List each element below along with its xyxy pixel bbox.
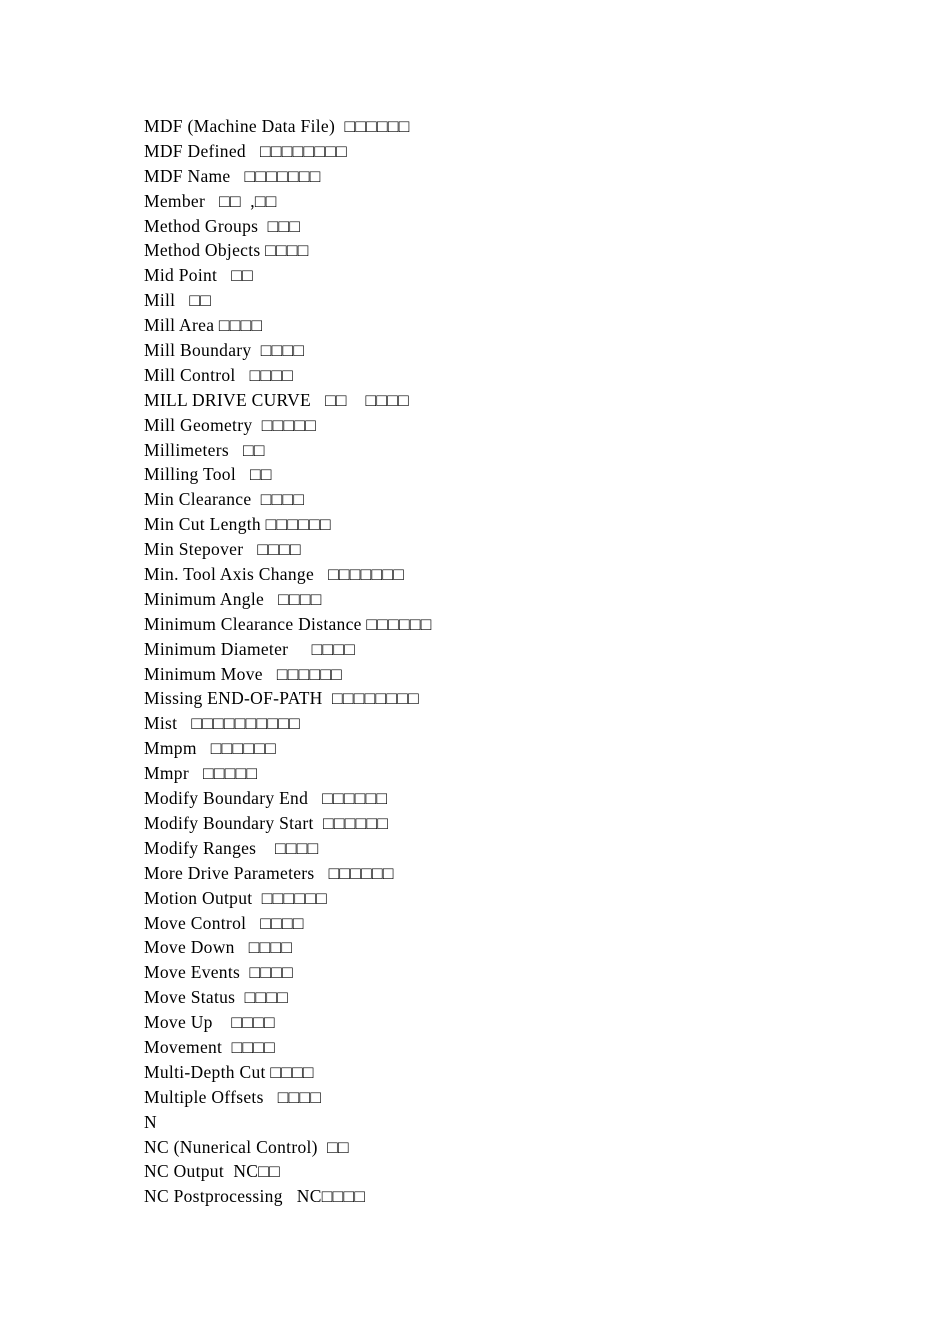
glossary-entry: Missing END-OF-PATH □□□□□□□□ (144, 688, 419, 709)
glossary-entry: NC (Nunerical Control) □□ (144, 1136, 349, 1157)
glossary-entry: Min Clearance □□□□ (144, 489, 305, 510)
glossary-entry: NC Output NC□□ (144, 1161, 280, 1182)
glossary-entry: Modify Boundary Start □□□□□□ (144, 812, 389, 833)
glossary-entry: Mill Control □□□□ (144, 364, 294, 385)
glossary-entry: Move Events □□□□ (144, 962, 293, 983)
glossary-entry: Move Status □□□□ (144, 987, 289, 1008)
glossary-entry: MDF (Machine Data File) □□□□□□ (144, 116, 410, 136)
glossary-entry: Multiple Offsets □□□□ (144, 1086, 322, 1107)
glossary-list (144, 114, 432, 1209)
glossary-entry: Member □□ ,□□ (144, 190, 277, 211)
glossary-entry: Min Stepover □□□□ (144, 539, 301, 560)
glossary-entry: Modify Boundary End □□□□□□ (144, 788, 388, 809)
glossary-entry: Modify Ranges □□□□ (144, 837, 319, 858)
glossary-entry: Minimum Angle □□□□ (144, 588, 322, 609)
glossary-entry: MILL DRIVE CURVE □□ □□□□ (144, 389, 409, 410)
glossary-entry: Mill Boundary □□□□ (144, 340, 305, 361)
glossary-entry: Multi-Depth Cut □□□□ (144, 1061, 314, 1082)
glossary-entry: Minimum Move □□□□□□ (144, 663, 343, 684)
glossary-entry: Mist □□□□□□□□□□ (144, 713, 301, 734)
glossary-entry: Mill □□ (144, 290, 212, 311)
glossary-entry: Minimum Diameter □□□□ (144, 638, 356, 659)
glossary-entry: More Drive Parameters □□□□□□ (144, 862, 394, 883)
glossary-entry: NC Postprocessing NC□□□□ (144, 1186, 366, 1207)
glossary-entry: Min Cut Length □□□□□□ (144, 514, 331, 535)
glossary-entry: MDF Name □□□□□□□ (144, 165, 321, 186)
glossary-entry: Method Groups □□□ (144, 215, 301, 236)
glossary-entry: Motion Output □□□□□□ (144, 887, 327, 908)
glossary-entry: Move Control □□□□ (144, 912, 304, 933)
glossary-entry: Movement □□□□ (144, 1036, 276, 1057)
section-letter: N (144, 1111, 157, 1132)
glossary-entry: Mill Area □□□□ (144, 315, 263, 336)
glossary-entry: Move Up □□□□ (144, 1012, 275, 1033)
glossary-entry: Mmpr □□□□□ (144, 763, 258, 784)
glossary-entry: Mill Geometry □□□□□ (144, 414, 317, 435)
glossary-entry: Milling Tool □□ (144, 464, 272, 485)
glossary-entry: Min. Tool Axis Change □□□□□□□ (144, 564, 405, 585)
glossary-entry: Minimum Clearance Distance □□□□□□ (144, 613, 432, 634)
glossary-entry: Method Objects □□□□ (144, 240, 309, 261)
glossary-entry: Move Down □□□□ (144, 937, 293, 958)
glossary-entry: Millimeters □□ (144, 439, 265, 460)
glossary-entry: Mid Point □□ (144, 265, 253, 286)
glossary-entry: Mmpm □□□□□□ (144, 738, 276, 759)
glossary-entry: MDF Defined □□□□□□□□ (144, 140, 347, 161)
